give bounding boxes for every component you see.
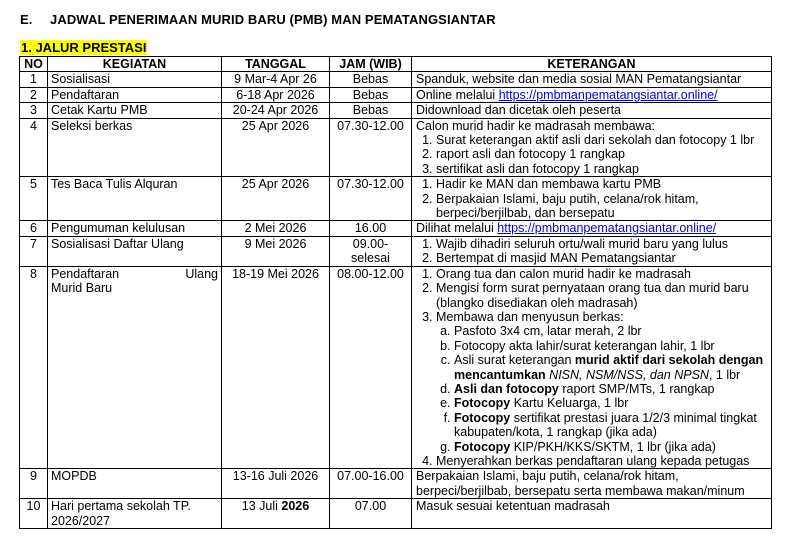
row-no: 1 <box>20 72 48 87</box>
list-item <box>436 310 768 454</box>
row-jam: 07.00 <box>330 499 412 529</box>
row-tanggal: 9 Mar-4 Apr 26 <box>222 72 330 87</box>
row-tanggal: 9 Mei 2026 <box>222 236 330 266</box>
row-kegiatan: Tes Baca Tulis Alquran <box>48 177 222 221</box>
sublist-item <box>454 353 768 382</box>
sublist-item <box>454 440 768 454</box>
requirements-list <box>416 267 768 469</box>
row-kegiatan: Pendaftaran <box>48 87 222 102</box>
kegiatan-word: Ulang <box>185 266 218 281</box>
requirements-list <box>416 237 768 266</box>
row-no: 2 <box>20 87 48 102</box>
row-tanggal: 2 Mei 2026 <box>222 221 330 236</box>
table-row <box>20 221 772 236</box>
list-item: 3. sertifikat asli dan fotocopy 1 rangkap <box>436 162 768 176</box>
header-keterangan: KETERANGAN <box>412 57 772 72</box>
list-item: 1. Hadir ke MAN dan membawa kartu PMB <box>436 177 768 191</box>
keterangan-text: Dilihat melalui <box>416 221 498 236</box>
table-row <box>20 266 772 469</box>
header-no: NO <box>20 57 48 72</box>
row-keterangan: Didownload dan dicetak oleh peserta <box>412 103 772 118</box>
list-item: 2. Berpakaian Islami, baju putih, celana/rok hitam, berpeci/berjilbab, dan bersepatu <box>436 192 768 221</box>
row-jam: 07.30-12.00 <box>330 118 412 177</box>
text-fragment: raport SMP/MTs, 1 rangkap <box>558 381 715 396</box>
section-title <box>20 12 496 27</box>
row-keterangan <box>412 177 772 221</box>
list-item: 1. Orang tua dan calon murid hadir ke madrasah <box>436 267 768 281</box>
row-keterangan <box>412 266 772 469</box>
table-row <box>20 103 772 118</box>
row-no: 8 <box>20 266 48 469</box>
sublist-item: a. Pasfoto 3x4 cm, latar merah, 2 lbr <box>454 324 768 338</box>
text-fragment: , 1 lbr <box>708 367 741 382</box>
tanggal-text: 13 Juli <box>241 499 282 514</box>
bold-fragment: Asli dan fotocopy <box>454 381 559 396</box>
text-fragment: sertifikat prestasi juara 1/2/3 minimal tingkat kabupaten/kota, 1 rangkap (jika ada) <box>454 410 757 440</box>
header-jam: JAM (WIB) <box>330 57 412 72</box>
row-kegiatan: Sosialisasi Daftar Ulang <box>48 236 222 266</box>
table-row <box>20 87 772 102</box>
list-item: 2. Mengisi form surat pernyataan orang tua dan murid baru (blangko disediakan oleh madrasah) <box>436 281 768 310</box>
table-row <box>20 177 772 221</box>
list-item-text: Membawa dan menyusun berkas: <box>436 309 624 324</box>
row-jam: Bebas <box>330 103 412 118</box>
row-jam: Bebas <box>330 87 412 102</box>
row-keterangan <box>412 236 772 266</box>
pmb-website-link[interactable]: https://pmbmanpematangsiantar.online/ <box>498 87 718 102</box>
bold-fragment: murid aktif dari sekolah dengan mencantumkan <box>454 353 764 382</box>
row-keterangan: Masuk sesuai ketentuan madrasah <box>412 499 772 529</box>
table-row <box>20 469 772 499</box>
requirements-list <box>416 133 768 176</box>
row-jam: 09.00-selesai <box>330 236 412 266</box>
table-row <box>20 118 772 177</box>
section-title-text: JADWAL PENERIMAAN MURID BARU (PMB) MAN PEMATANGSIANTAR <box>50 12 496 27</box>
row-kegiatan: Sosialisasi <box>48 72 222 87</box>
sublist-item <box>454 396 768 410</box>
row-keterangan: Berpakaian Islami, baju putih, celana/rok hitam, berpeci/berjilbab, bersepatu serta membawa makan/minum <box>412 469 772 499</box>
list-item: 2. raport asli dan fotocopy 1 rangkap <box>436 147 768 161</box>
pmb-website-link[interactable]: https://pmbmanpematangsiantar.online/ <box>497 221 717 236</box>
list-item: 4. Menyerahkan berkas pendaftaran ulang kepada petugas <box>436 454 768 468</box>
row-kegiatan: Pengumuman kelulusan <box>48 221 222 236</box>
sublist-item <box>454 411 768 440</box>
italic-fragment: NISN, NSM/NSS, dan NPSN <box>545 367 709 382</box>
table-header-row <box>20 57 772 72</box>
row-kegiatan: MOPDB <box>48 469 222 499</box>
row-no: 5 <box>20 177 48 221</box>
row-kegiatan <box>48 266 222 469</box>
row-no: 10 <box>20 499 48 529</box>
row-no: 6 <box>20 221 48 236</box>
row-keterangan <box>412 221 772 236</box>
row-jam: 08.00-12.00 <box>330 266 412 469</box>
row-keterangan: Spanduk, website dan media sosial MAN Pematangsiantar <box>412 72 772 87</box>
bold-fragment: Fotocopy <box>454 396 511 411</box>
row-tanggal: 25 Apr 2026 <box>222 118 330 177</box>
tanggal-year: 2026 <box>281 499 310 514</box>
keterangan-intro: Calon murid hadir ke madrasah membawa: <box>416 118 655 133</box>
keterangan-text: Online melalui <box>416 87 499 102</box>
row-tanggal <box>222 499 330 529</box>
row-tanggal: 13-16 Juli 2026 <box>222 469 330 499</box>
row-keterangan <box>412 118 772 177</box>
row-tanggal: 18-19 Mei 2026 <box>222 266 330 469</box>
row-tanggal: 25 Apr 2026 <box>222 177 330 221</box>
row-jam: Bebas <box>330 72 412 87</box>
row-jam: 07.00-16.00 <box>330 469 412 499</box>
kegiatan-line: Murid Baru <box>51 281 113 296</box>
row-no: 3 <box>20 103 48 118</box>
row-no: 7 <box>20 236 48 266</box>
bold-fragment: Fotocopy <box>454 439 511 454</box>
sublist-item <box>454 382 768 396</box>
header-kegiatan: KEGIATAN <box>48 57 222 72</box>
subsection-title: 1. JALUR PRESTASI <box>21 40 147 55</box>
row-no: 4 <box>20 118 48 177</box>
table-row <box>20 499 772 529</box>
header-tanggal: TANGGAL <box>222 57 330 72</box>
schedule-table <box>19 56 772 529</box>
document-sublist <box>436 324 768 454</box>
bold-fragment: Fotocopy <box>454 410 511 425</box>
row-jam: 07.30-12.00 <box>330 177 412 221</box>
text-fragment: Asli surat keterangan <box>454 353 575 368</box>
table-row <box>20 72 772 87</box>
kegiatan-word: Pendaftaran <box>51 266 120 281</box>
requirements-list <box>416 177 768 220</box>
text-fragment: Kartu Keluarga, 1 lbr <box>510 396 629 411</box>
sublist-item: b. Fotocopy akta lahir/surat keterangan lahir, 1 lbr <box>454 339 768 353</box>
list-item: 1. Surat keterangan aktif asli dari sekolah dan fotocopy 1 lbr <box>436 133 768 147</box>
row-jam: 16.00 <box>330 221 412 236</box>
row-kegiatan: Hari pertama sekolah TP. 2026/2027 <box>48 499 222 529</box>
row-kegiatan: Cetak Kartu PMB <box>48 103 222 118</box>
list-item: 1. Wajib dihadiri seluruh ortu/wali murid baru yang lulus <box>436 237 768 251</box>
row-kegiatan: Seleksi berkas <box>48 118 222 177</box>
section-letter: E. <box>20 12 33 27</box>
list-item: 2. Bertempat di masjid MAN Pematangsiantar <box>436 251 768 265</box>
text-fragment: KIP/PKH/KKS/SKTM, 1 lbr (jika ada) <box>510 439 716 454</box>
row-no: 9 <box>20 469 48 499</box>
row-tanggal: 6-18 Apr 2026 <box>222 87 330 102</box>
row-keterangan <box>412 87 772 102</box>
table-row <box>20 236 772 266</box>
row-tanggal: 20-24 Apr 2026 <box>222 103 330 118</box>
